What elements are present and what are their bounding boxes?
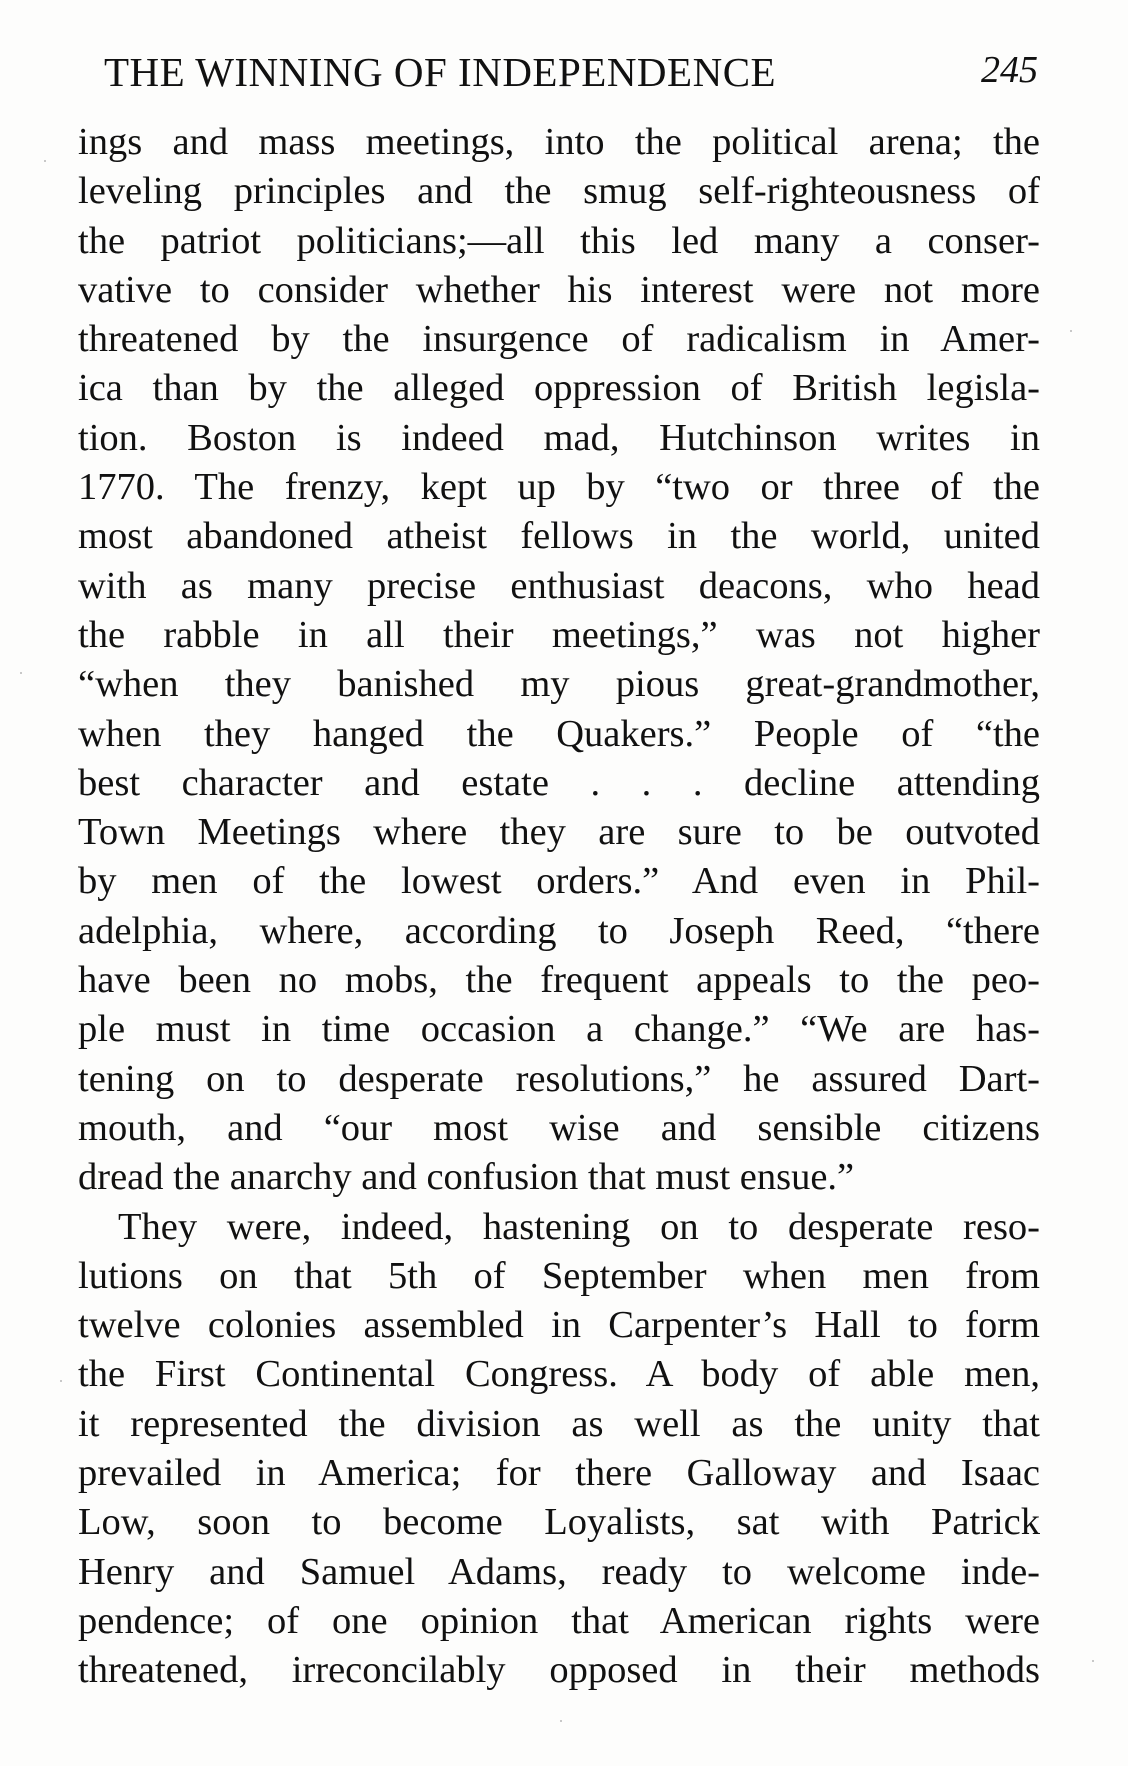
text-line: Low, soon to become Loyalists, sat with Patrick xyxy=(78,1501,1040,1544)
scan-speck xyxy=(1070,330,1072,332)
text-line: 1770. The frenzy, kept up by “two or three of the xyxy=(78,466,1040,509)
text-line: dread the anarchy and confusion that must ensue.” xyxy=(78,1156,855,1199)
text-line: by men of the lowest orders.” And even in Phil- xyxy=(78,860,1040,903)
text-line: the patriot politicians;—all this led many a conser- xyxy=(78,219,1040,262)
text-line: threatened, irreconcilably opposed in their methods xyxy=(78,1649,1040,1692)
text-line: the rabble in all their meetings,” was not higher xyxy=(78,613,1040,656)
text-line: when they hanged the Quakers.” People of “the xyxy=(78,712,1040,755)
text-line: ica than by the alleged oppression of British legisla- xyxy=(78,367,1040,410)
paragraph-1 xyxy=(78,118,1040,1203)
text-line: pendence; of one opinion that American rights were xyxy=(78,1599,1040,1642)
scan-speck xyxy=(560,1720,562,1722)
text-line: it represented the division as well as the unity that xyxy=(78,1402,1040,1445)
paragraph-2 xyxy=(78,1203,1040,1696)
text-line: the First Continental Congress. A body of able men, xyxy=(78,1353,1040,1396)
text-line: ings and mass meetings, into the political arena; the xyxy=(78,121,1040,163)
scan-speck xyxy=(60,1380,62,1382)
text-line: mouth, and “our most wise and sensible citizens xyxy=(78,1106,1040,1149)
text-line: Henry and Samuel Adams, ready to welcome inde- xyxy=(78,1550,1040,1593)
running-title: THE WINNING OF INDEPENDENCE xyxy=(104,49,777,95)
text-line: “when they banished my pious great-grandmother, xyxy=(78,663,1040,706)
text-line: Town Meetings where they are sure to be outvoted xyxy=(78,811,1040,854)
text-line: lutions on that 5th of September when men from xyxy=(78,1254,1040,1297)
scan-speck xyxy=(1092,1660,1094,1662)
text-line: threatened by the insurgence of radicalism in Amer- xyxy=(78,318,1040,361)
scan-speck xyxy=(20,672,22,674)
text-line: adelphia, where, according to Joseph Reed, “there xyxy=(78,909,1040,952)
text-line: prevailed in America; for there Galloway and Isaac xyxy=(78,1452,1040,1495)
text-line: with as many precise enthusiast deacons, who head xyxy=(78,564,1040,607)
body-text xyxy=(78,118,1040,1696)
text-line: most abandoned atheist fellows in the world, united xyxy=(78,515,1040,558)
text-line: vative to consider whether his interest were not more xyxy=(78,268,1040,311)
text-line: They were, indeed, hastening on to desperate reso- xyxy=(118,1205,1040,1248)
text-line: tion. Boston is indeed mad, Hutchinson writes in xyxy=(78,416,1040,459)
text-line: best character and estate . . . decline attending xyxy=(78,761,1040,804)
page-header xyxy=(98,48,1038,98)
text-line: twelve colonies assembled in Carpenter’s Hall to form xyxy=(78,1304,1040,1347)
page-number: 245 xyxy=(981,49,1038,91)
scan-speck xyxy=(44,160,46,162)
text-line: leveling principles and the smug self-righteousness of xyxy=(78,170,1040,213)
text-line: tening on to desperate resolutions,” he assured Dart- xyxy=(78,1057,1040,1100)
text-line: have been no mobs, the frequent appeals to the peo- xyxy=(78,959,1040,1002)
text-line: ple must in time occasion a change.” “We are has- xyxy=(78,1008,1040,1051)
